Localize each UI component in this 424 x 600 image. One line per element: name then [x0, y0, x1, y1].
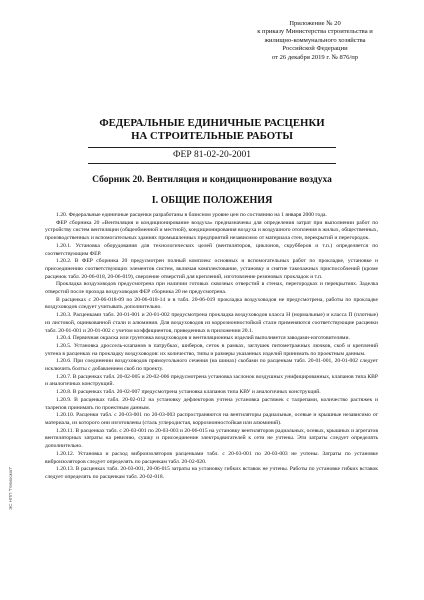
- appendix-header: [235, 20, 395, 62]
- title-line-2: НА СТРОИТЕЛЬНЫЕ РАБОТЫ: [131, 130, 293, 142]
- collection-title: Сборник 20. Вентиляция и кондиционирование воздуха: [92, 175, 332, 185]
- paragraph: 1.20.2. В ФЕР сборника 20 предусмотрен полный комплекс основных и вспомогательных работ по прокладке, установке и присоединению соответствующих элементов систем, включая комплектование, установку и снятие такелажных приспособлений (кроме расценок табл. 20-06-018, 20-06-019), сверление отверстий для креплений, изготовление резиновых прокладок и т.п.: [45, 258, 378, 280]
- paragraph: Прокладка воздуховодов предусмотрена при наличии готовых сквозных отверстий в стенах, перегородках и перекрытиях. Заделка отверстий после прохода воздуховодов ФЕР сборника 20 не предусмотрена.: [45, 281, 378, 296]
- document-body: [45, 212, 378, 482]
- document-title: [0, 117, 424, 143]
- paragraph: ФЕР сборника 20 «Вентиляция и кондиционирование воздуха» предназначены для определения затрат при выполнении работ по устройству систем вентиляции (общеобменной и местной), кондиционирования воздуха и воздушного отопления в жилых, общественных, производственных и вспомогательных зданиях промышленных предприятий независимо от материала стен, перекрытий и перегородок.: [45, 219, 378, 242]
- appendix-line: к приказу Министерства строительства и: [257, 28, 373, 36]
- paragraph: 1.20.11. В расценках табл. с 20-03-001 по 20-03-003 и 20-06-015 на установку вентиляторов радиальных, осевых, крышных и агрегатов вентиляторных затраты на ревизию, сушку и присоединение электродвигателей к сети не учтены. Эти затраты следует определять дополнительно.: [45, 427, 378, 450]
- paragraph: 1.20.7. В расценках табл. 20-02-005 и 20-02-006 предусмотрена установка заслонок воздушных унифицированных, клапанов типа КВР и аналогичных конструкций.: [45, 373, 378, 388]
- paragraph: 1.20.10. Расценки табл. с 20-03-001 по 20-03-003 распространяются на вентиляторы радиальные, осевые и крышные независимо от материала, из которого они изготовлены (сталь углеродистая, коррозионностойкая или алюминий).: [45, 412, 378, 426]
- side-watermark: ЭС НПП "Гелиоскоп": [8, 466, 13, 510]
- paragraph: 1.20.9. В расценках табл. 20-02-012 на установку дефлекторов учтена установка растяжек с талрепами, количество растяжек и талрепов принимать по проектным данным.: [45, 396, 378, 411]
- paragraph: 1.20.13. В расценках табл. 20-03-001, 20-06-015 затраты на установку гибких вставок не учтены. Работы по установке гибких вставок следует определять по расценкам табл. 20-02-018.: [45, 466, 378, 480]
- appendix-line: Приложение № 20: [289, 20, 341, 27]
- paragraph: 1.20.6. При соединении воздуховодов прямоугольного сечения (на шинах) скобами по расценкам табл. 20-01-001, 20-01-002 следует исключить болты с добавлением скоб по проекту.: [45, 358, 378, 373]
- divider-bottom: [88, 163, 336, 164]
- appendix-line: Российской Федерации: [282, 45, 348, 53]
- appendix-line: от 26 декабря 2019 г. № 876/пр: [271, 53, 359, 61]
- paragraph: В расценках с 20-06-018-09 по 20-06-018-14 и в табл. 20-06-019 прокладка воздуховодов не предусмотрена, работы по прокладке воздуховодов следует учитывать дополнительно.: [45, 296, 378, 311]
- divider-top: [88, 147, 336, 148]
- paragraph: 1.20.8. В расценках табл. 20-02-007 предусмотрена установка клапанов типа КВУ и аналогичных конструкций.: [56, 389, 321, 396]
- paragraph: 1.20. Федеральные единичные расценки разработаны в базисном уровне цен по состоянию на 1 января 2000 года.: [56, 212, 327, 218]
- paragraph: 1.20.3. Расценками табл. 20-01-001 и 20-01-002 предусмотрена прокладка воздуховодов класса Н (нормальные) и класса П (плотные) из листовой, оцинкованной стали и алюминия. Для воздуховодов из коррозионностойкой стали применяются соответствующие расценки табл. 20-01-001 и 20-01-002 с учетом коэффициентов, приведенных в приложении 20.1.: [45, 312, 378, 334]
- paragraph: 1.20.4. Первичная окраска или грунтовка воздуховодов и вентиляционных изделий выполняется заводами-изготовителями.: [56, 335, 350, 342]
- title-line-1: ФЕДЕРАЛЬНЫЕ ЕДИНИЧНЫЕ РАСЦЕНКИ: [99, 117, 325, 129]
- appendix-line: жилищно-коммунального хозяйства: [264, 36, 366, 44]
- paragraph: 1.20.1. Установка оборудования для технологических целей (вентиляторов, циклонов, скрубберов и т.п.) определяется по соответствующим ФЕР.: [45, 242, 378, 257]
- paragraph: 1.20.12. Установка и расход виброизоляторов расценками табл. с 20-03-001 по 20-03-003 не учтены. Затраты по установке виброизоляторов следует определять по расценкам табл. 20-02-020.: [45, 450, 378, 465]
- document-code: ФЕР 81-02-20-2001: [173, 150, 251, 160]
- section-heading: I. ОБЩИЕ ПОЛОЖЕНИЯ: [151, 195, 273, 206]
- paragraph: 1.20.5. Установка дроссель-клапанов в патрубках, шиберов, сеток в рамках, заглушек питометражных лючков, скоб и креплений учтена в расценках на прокладку воздуховодов: их количество, типы и размеры указанных изделий принимать по проектным данным.: [45, 342, 378, 357]
